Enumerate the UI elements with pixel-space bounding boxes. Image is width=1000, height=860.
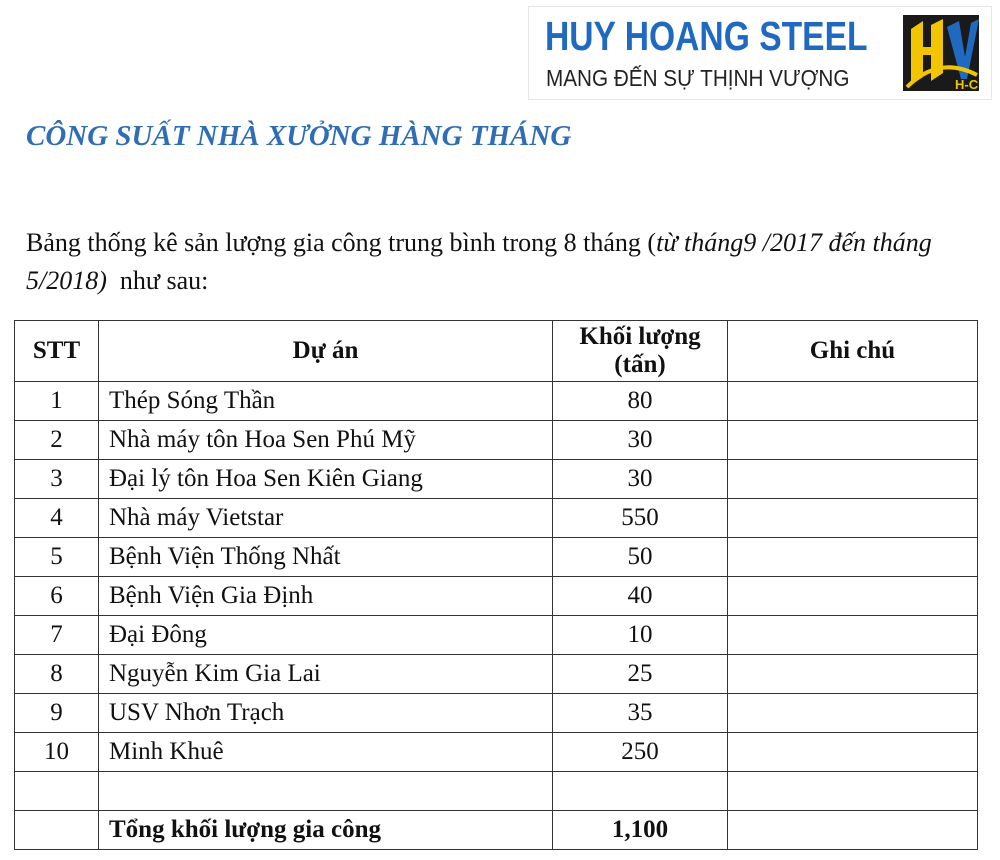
hh-steel-logo-icon xyxy=(903,15,979,91)
cell-project: Thép Sóng Thần xyxy=(99,382,553,421)
company-slogan: MANG ĐẾN SỰ THỊNH VƯỢNG xyxy=(546,65,850,91)
cell-stt: 8 xyxy=(15,655,99,694)
company-name: HUY HOANG STEEL xyxy=(545,13,868,59)
cell-stt xyxy=(15,772,99,811)
table-row xyxy=(15,733,978,772)
cell-volume: 25 xyxy=(553,655,728,694)
cell-project xyxy=(99,772,553,811)
cell-project: Minh Khuê xyxy=(99,733,553,772)
cell-volume xyxy=(553,772,728,811)
cell-stt: 3 xyxy=(15,460,99,499)
cell-project: Bệnh Viện Gia Định xyxy=(99,577,553,616)
cell-volume: 50 xyxy=(553,538,728,577)
header-note: Ghi chú xyxy=(728,321,978,382)
cell-stt: 10 xyxy=(15,733,99,772)
cell-project: Bệnh Viện Thống Nhất xyxy=(99,538,553,577)
cell-volume: 30 xyxy=(553,421,728,460)
cell-note xyxy=(728,616,978,655)
svg-text:H-C: H-C xyxy=(955,77,979,91)
total-label: Tổng khối lượng gia công xyxy=(99,811,553,850)
table-row xyxy=(15,655,978,694)
intro-date-range: từ tháng9 /2017 đến tháng 5/2018) xyxy=(26,228,932,295)
cell-project: Nguyễn Kim Gia Lai xyxy=(99,655,553,694)
cell-project: Nhà máy tôn Hoa Sen Phú Mỹ xyxy=(99,421,553,460)
cell-volume: 80 xyxy=(553,382,728,421)
cell-note xyxy=(728,538,978,577)
cell-project: Nhà máy Vietstar xyxy=(99,499,553,538)
cell-note xyxy=(728,460,978,499)
table-row xyxy=(15,421,978,460)
table-row xyxy=(15,538,978,577)
table-row xyxy=(15,460,978,499)
cell-stt: 7 xyxy=(15,616,99,655)
cell-note xyxy=(728,655,978,694)
table-row xyxy=(15,694,978,733)
production-volume-table xyxy=(14,320,978,850)
cell-stt-empty xyxy=(15,811,99,850)
cell-volume: 550 xyxy=(553,499,728,538)
cell-project: Đại Đông xyxy=(99,616,553,655)
table-row-empty xyxy=(15,772,978,811)
cell-stt: 9 xyxy=(15,694,99,733)
total-value: 1,100 xyxy=(553,811,728,850)
cell-volume: 30 xyxy=(553,460,728,499)
header-volume: Khối lượng (tấn) xyxy=(553,321,728,382)
table-row xyxy=(15,577,978,616)
cell-volume: 40 xyxy=(553,577,728,616)
cell-note xyxy=(728,694,978,733)
cell-stt: 6 xyxy=(15,577,99,616)
table-row xyxy=(15,382,978,421)
table-header-row xyxy=(15,321,978,382)
table-row xyxy=(15,499,978,538)
cell-note xyxy=(728,772,978,811)
table-total-row xyxy=(15,811,978,850)
intro-text-end: như sau: xyxy=(106,266,209,295)
cell-note xyxy=(728,577,978,616)
cell-project: Đại lý tôn Hoa Sen Kiên Giang xyxy=(99,460,553,499)
cell-note xyxy=(728,421,978,460)
cell-note xyxy=(728,382,978,421)
cell-stt: 4 xyxy=(15,499,99,538)
cell-note xyxy=(728,499,978,538)
cell-stt: 1 xyxy=(15,382,99,421)
intro-text: Bảng thống kê sản lượng gia công trung bình trong 8 tháng ( xyxy=(26,228,657,257)
cell-volume: 250 xyxy=(553,733,728,772)
cell-stt: 2 xyxy=(15,421,99,460)
cell-note-empty xyxy=(728,811,978,850)
cell-stt: 5 xyxy=(15,538,99,577)
header-stt: STT xyxy=(15,321,99,382)
header-project: Dự án xyxy=(99,321,553,382)
table-row xyxy=(15,616,978,655)
company-logo xyxy=(528,6,992,100)
page-title: CÔNG SUẤT NHÀ XƯỞNG HÀNG THÁNG xyxy=(26,120,572,152)
cell-project: USV Nhơn Trạch xyxy=(99,694,553,733)
cell-note xyxy=(728,733,978,772)
cell-volume: 10 xyxy=(553,616,728,655)
cell-volume: 35 xyxy=(553,694,728,733)
intro-paragraph xyxy=(26,224,986,300)
